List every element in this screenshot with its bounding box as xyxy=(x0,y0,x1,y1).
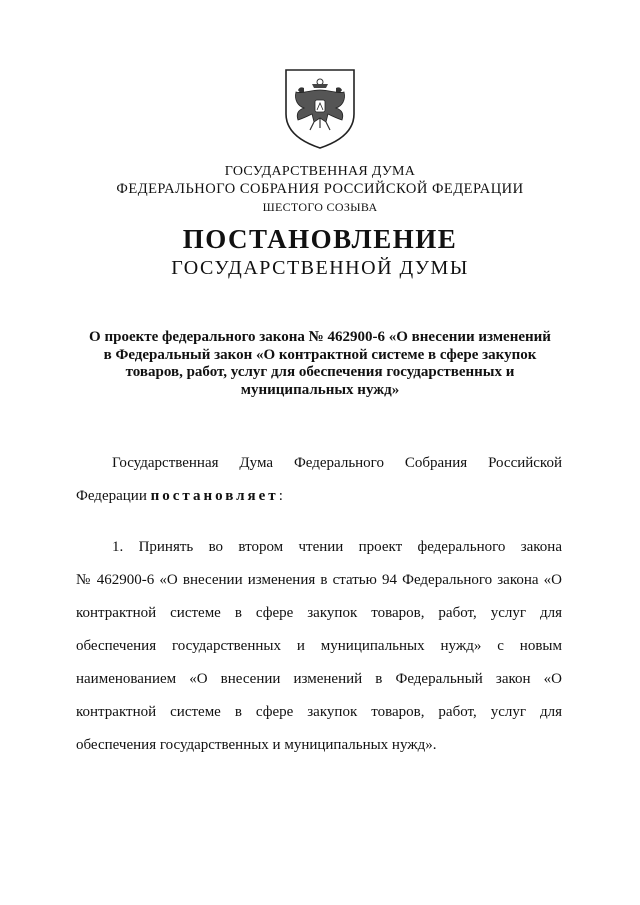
item-line: обеспечения государственных и муниципальных нужд». xyxy=(76,737,437,753)
item-line: контрактной системе в сфере закупок товаров, работ, услуг для xyxy=(76,605,562,621)
state-emblem-icon xyxy=(282,66,358,150)
item-line: контрактной системе в сфере закупок товаров, работ, услуг для xyxy=(76,704,562,720)
document-subtitle: ГОСУДАРСТВЕННОЙ ДУМЫ xyxy=(171,257,469,279)
item-1-paragraph xyxy=(76,531,562,762)
issuer-name: ГОСУДАРСТВЕННАЯ ДУМА xyxy=(224,164,416,179)
subject-heading xyxy=(60,329,580,399)
subject-line: муниципальных нужд» xyxy=(240,381,400,398)
subject-line: товаров, работ, услуг для обеспечения государственных и xyxy=(125,364,515,380)
preamble-line: Государственная Дума Федерального Собрания Российской xyxy=(112,455,562,471)
item-line: 1. Принять во втором чтении проект федерального закона xyxy=(112,539,562,555)
preamble-line xyxy=(76,480,562,513)
preamble-text: Федерации xyxy=(76,488,151,504)
preamble-colon: : xyxy=(278,488,283,504)
subject-line: О проекте федерального закона № 462900-6 «О внесении изменений xyxy=(89,329,551,345)
item-line: наименованием «О внесении изменений в Федеральный закон «О xyxy=(76,671,562,687)
item-line: обеспечения государственных и муниципальных нужд» с новым xyxy=(76,638,562,654)
preamble-paragraph xyxy=(76,447,562,513)
document-title: ПОСТАНОВЛЕНИЕ xyxy=(182,224,458,254)
decree-verb: постановляет xyxy=(150,488,279,504)
item-line: № 462900-6 «О внесении изменения в статью 94 Федерального закона «О xyxy=(76,572,562,588)
convocation: ШЕСТОГО СОЗЫВА xyxy=(262,200,378,214)
subject-line: в Федеральный закон «О контрактной системе в сфере закупок xyxy=(103,346,537,363)
issuer-parent: ФЕДЕРАЛЬНОГО СОБРАНИЯ РОССИЙСКОЙ ФЕДЕРАЦИИ xyxy=(116,181,524,197)
